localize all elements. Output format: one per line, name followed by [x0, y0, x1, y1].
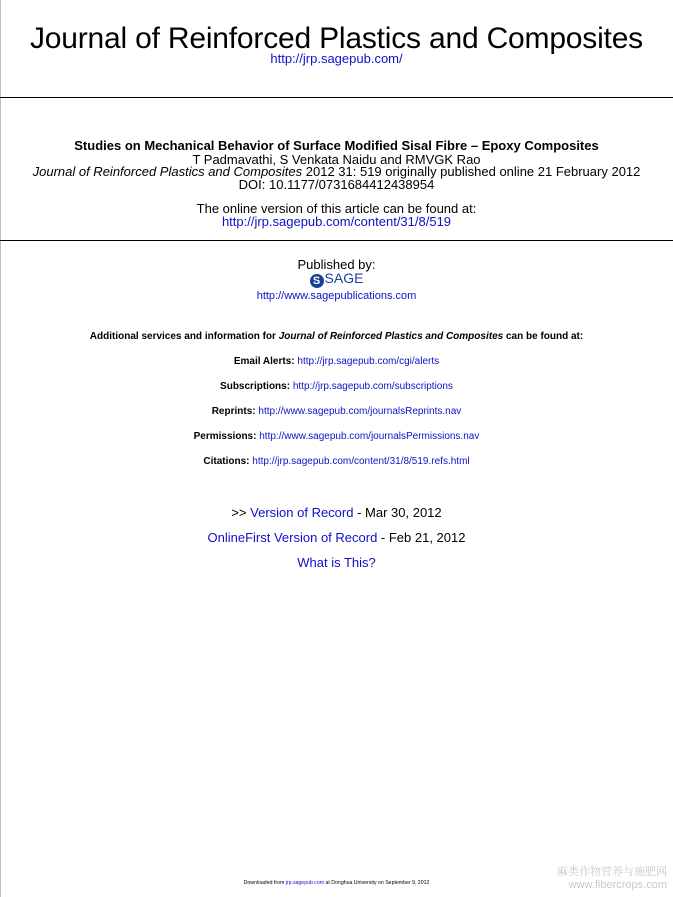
services-intro-suffix: can be found at: — [503, 331, 584, 342]
sage-logo-text: SAGE — [324, 270, 364, 286]
service-row-email-alerts — [0, 356, 673, 367]
article-doi: DOI: 10.1177/0731684412438954 — [238, 177, 435, 192]
onlinefirst-version-row — [0, 530, 673, 545]
version-of-record-row — [0, 505, 673, 520]
publisher-url-link[interactable]: http://www.sagepublications.com — [256, 290, 417, 302]
downloaded-source-link[interactable]: jrp.sagepub.com — [285, 880, 325, 886]
published-by-label: Published by: — [297, 257, 376, 272]
publisher-url-row — [0, 290, 673, 302]
site-watermark — [557, 866, 667, 892]
article-authors: T Padmavathi, S Venkata Naidu and RMVGK Rao — [192, 152, 481, 167]
watermark-line-2: www.fibercrops.com — [568, 879, 667, 891]
service-label: Subscriptions: — [220, 381, 291, 392]
services-intro — [0, 331, 673, 342]
sage-logo[interactable] — [0, 270, 673, 288]
watermark-line-1: 麻类作物营养与施肥网 — [557, 866, 667, 878]
online-version-link[interactable]: http://jrp.sagepub.com/content/31/8/519 — [221, 214, 452, 229]
service-row-permissions — [0, 431, 673, 442]
service-link-reprints[interactable]: http://www.sagepub.com/journalsReprints.nav — [258, 406, 462, 417]
ofv-date: - Feb 21, 2012 — [377, 530, 466, 545]
online-version-row — [0, 214, 673, 229]
service-link-permissions[interactable]: http://www.sagepub.com/journalsPermissions.nav — [259, 431, 480, 442]
version-of-record-link[interactable]: Version of Record — [250, 505, 354, 520]
vor-date: - Mar 30, 2012 — [353, 505, 442, 520]
divider-middle — [0, 240, 673, 241]
downloaded-suffix: at Donghua University on September 9, 2012 — [324, 880, 430, 886]
service-row-citations — [0, 456, 673, 467]
services-intro-journal: Journal of Reinforced Plastics and Composites — [278, 331, 504, 342]
divider-top — [0, 97, 673, 98]
service-label: Email Alerts: — [233, 356, 295, 367]
citation-details: 2012 31: 519 originally published online 21 February 2012 — [302, 164, 641, 179]
citation-journal: Journal of Reinforced Plastics and Composites — [32, 164, 303, 179]
onlinefirst-version-link[interactable]: OnlineFirst Version of Record — [207, 530, 378, 545]
journal-url-link[interactable]: http://jrp.sagepub.com/ — [270, 51, 403, 66]
what-is-this-link[interactable]: What is This? — [297, 555, 376, 570]
page-edge — [0, 0, 1, 897]
service-label: Permissions: — [193, 431, 257, 442]
sage-logo-icon: S — [310, 274, 324, 288]
service-link-citations[interactable]: http://jrp.sagepub.com/content/31/8/519.refs.html — [252, 456, 470, 467]
service-link-email-alerts[interactable]: http://jrp.sagepub.com/cgi/alerts — [297, 356, 440, 367]
service-label: Citations: — [203, 456, 250, 467]
online-version-intro: The online version of this article can be found at: — [196, 201, 477, 216]
service-link-subscriptions[interactable]: http://jrp.sagepub.com/subscriptions — [292, 381, 453, 392]
vor-prefix: >> — [231, 505, 251, 520]
service-row-reprints — [0, 406, 673, 417]
service-row-subscriptions — [0, 381, 673, 392]
downloaded-prefix: Downloaded from — [243, 880, 286, 886]
journal-title: Journal of Reinforced Plastics and Composites — [30, 22, 643, 55]
journal-url-row — [0, 51, 673, 66]
article-title: Studies on Mechanical Behavior of Surface Modified Sisal Fibre – Epoxy Composites — [74, 138, 599, 153]
services-intro-prefix: Additional services and information for — [89, 331, 279, 342]
what-is-this-row — [0, 555, 673, 570]
service-label: Reprints: — [211, 406, 256, 417]
